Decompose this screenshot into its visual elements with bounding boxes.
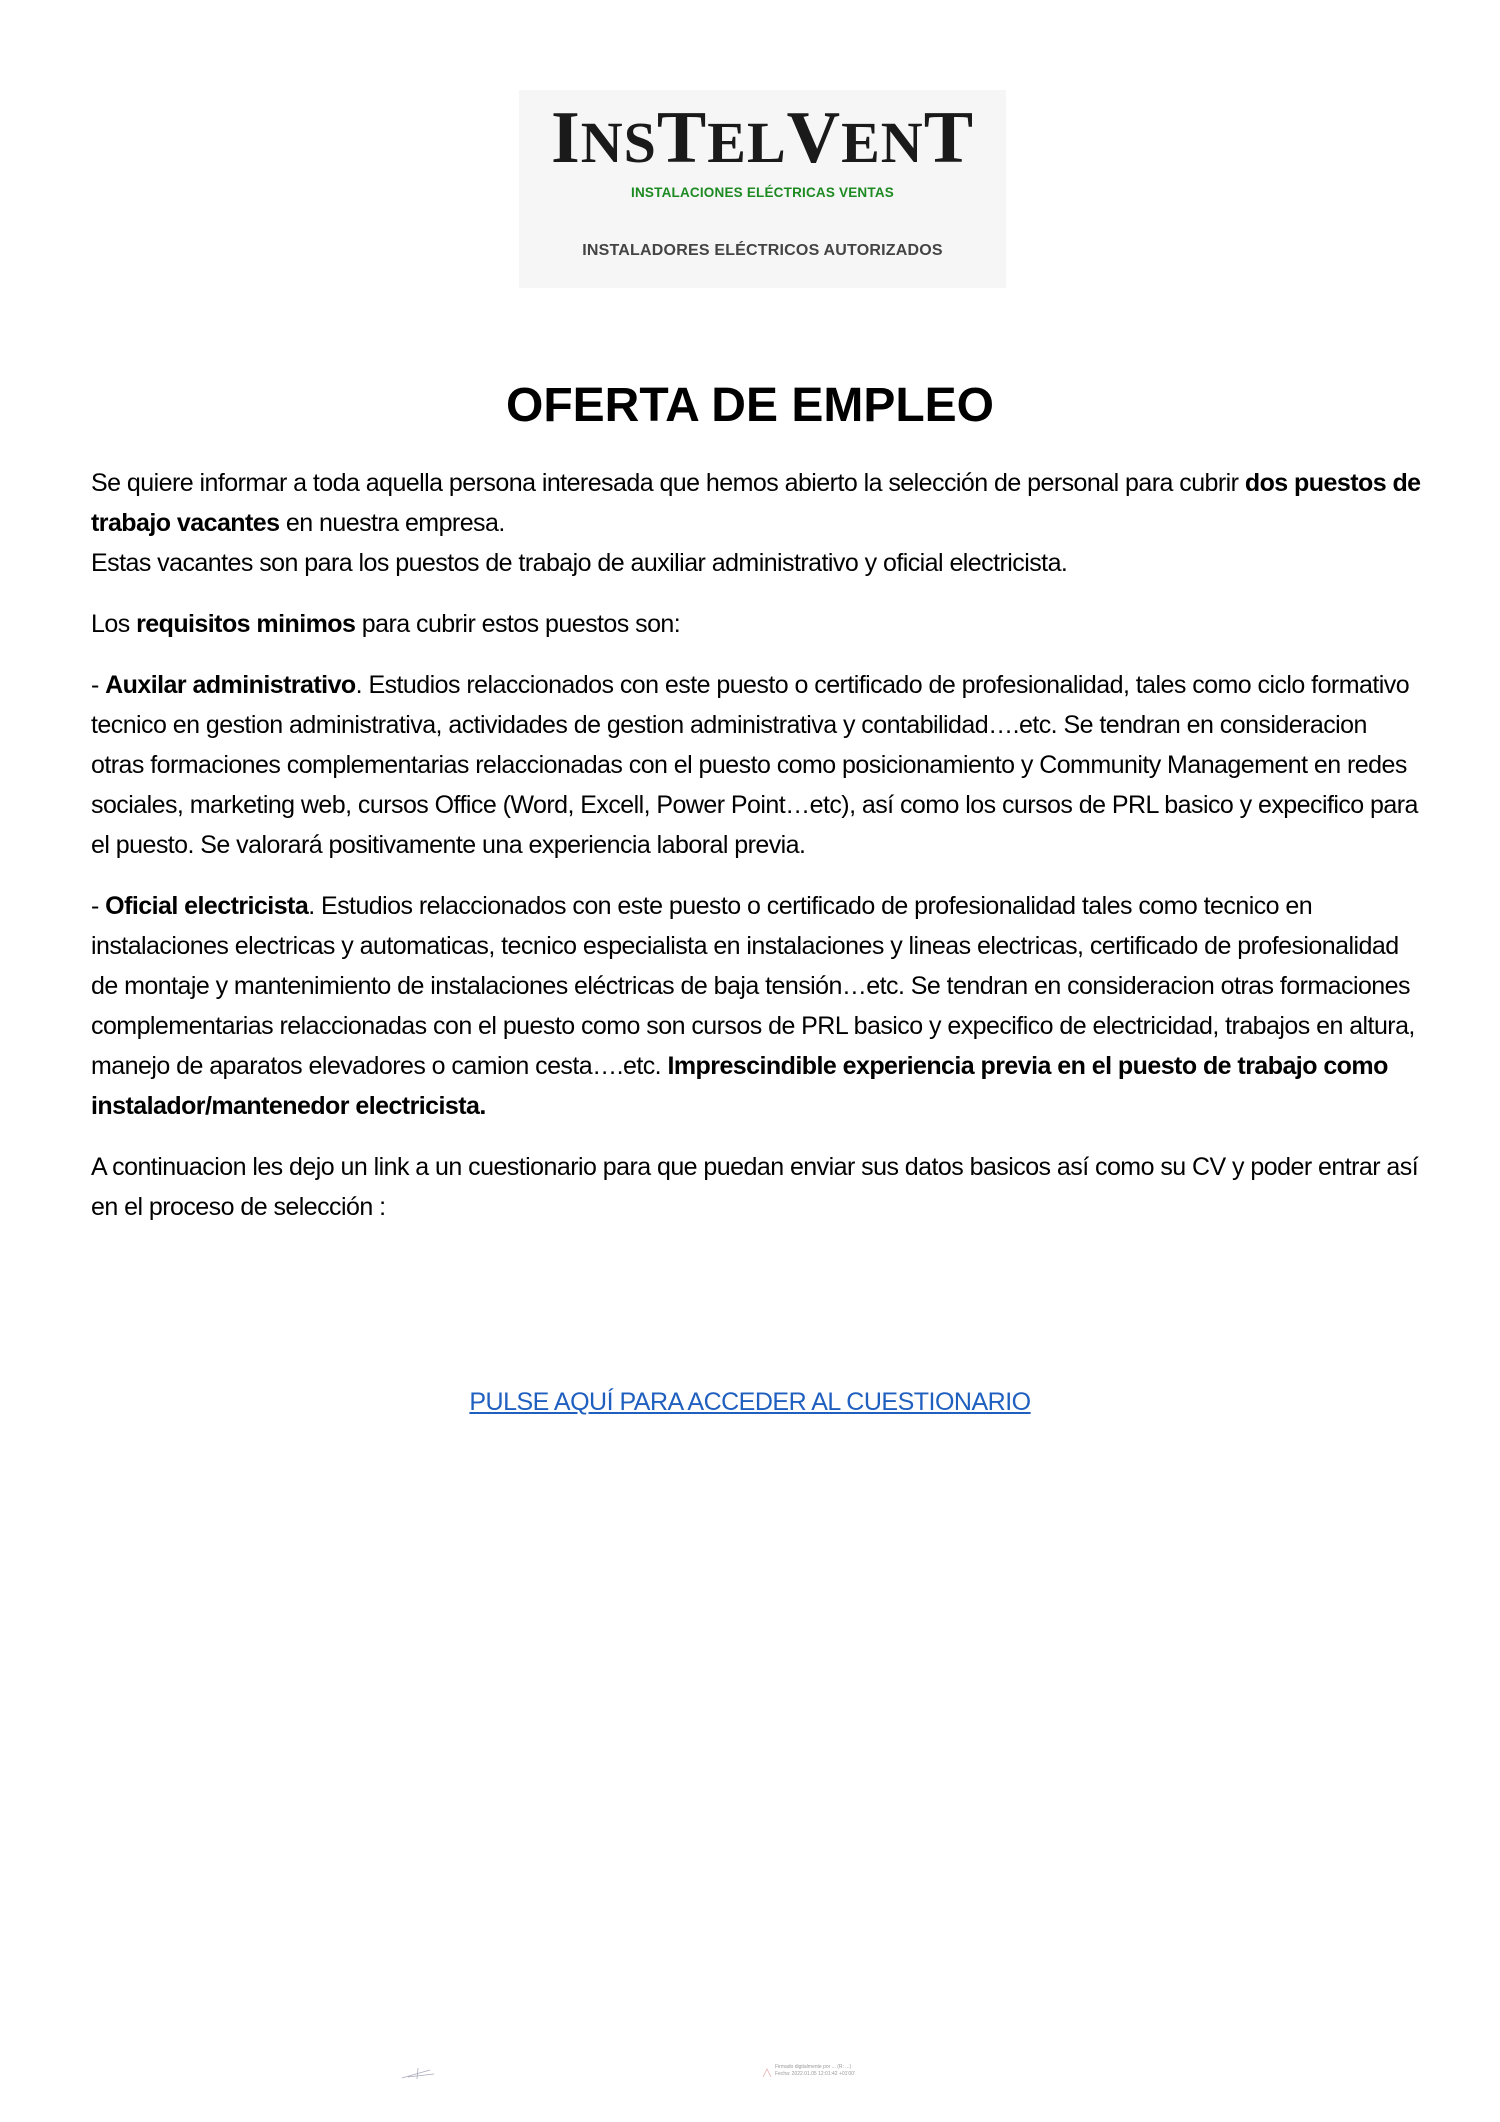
signature-mark-icon: [400, 2066, 436, 2080]
paragraph: [91, 604, 1421, 644]
digital-signature-text: [775, 2064, 855, 2078]
signature-line: Firmado digitalmente por ... (R: ...): [775, 2064, 852, 2070]
text: -: [91, 892, 106, 920]
questionnaire-link-container: [0, 1388, 1500, 1417]
paragraph: [91, 543, 1421, 583]
page-title: OFERTA DE EMPLEO: [505, 379, 994, 432]
bold-text: requisitos minimos: [136, 610, 356, 638]
paragraph: [91, 886, 1421, 1126]
questionnaire-link[interactable]: PULSE AQUÍ PARA ACCEDER AL CUESTIONARIO: [469, 1388, 1031, 1416]
text: en nuestra empresa.: [279, 509, 505, 537]
paragraph: [91, 1147, 1421, 1227]
text: . Estudios relaccionados con este puesto o certificado de profesionalidad tales como tecnico en instalaciones electricas y automaticas, tecnico especialista en instalaciones y lineas electricas, certificado de profesionalidad de montaje y mantenimiento de instalaciones eléctricas de baja tensión…etc. Se tendran en consideracion otras formaciones complementarias relaccionadas con el puesto como son cursos de PRL basico y expecifico de electricidad, trabajos en altura, manejo de aparatos elevadores o camion cesta….etc.: [91, 892, 1415, 1080]
logo-subtitle: INSTALACIONES ELÉCTRICAS VENTAS: [631, 185, 894, 200]
text: Los: [91, 610, 137, 638]
text: -: [91, 671, 106, 699]
logo-name: INSTELVENT: [550, 97, 975, 179]
company-logo: [519, 90, 1006, 288]
logo-tagline: INSTALADORES ELÉCTRICOS AUTORIZADOS: [582, 242, 943, 259]
bold-text: Imprescindible experiencia previa en el puesto de trabajo como instalador/mantenedor electricista.: [91, 1052, 1388, 1120]
signature-date: Fecha: 2022.01.05 12:01:42 +01'00': [775, 2071, 855, 2077]
paragraph: [91, 665, 1421, 865]
text: Estas vacantes son para los puestos de trabajo de auxiliar administrativo y oficial electricista.: [91, 549, 1068, 577]
bold-text: Auxilar administrativo: [105, 671, 356, 699]
text: Se quiere informar a toda aquella persona interesada que hemos abierto la selección de personal para cubrir: [91, 469, 1245, 497]
text: A continuacion les dejo un link a un cuestionario para que puedan enviar sus datos basicos así como su CV y poder entrar así en el proceso de selección :: [91, 1153, 1419, 1221]
text: para cubrir estos puestos son:: [355, 610, 681, 638]
bold-text: Oficial electricista: [105, 892, 309, 920]
text: . Estudios relaccionados con este puesto o certificado de profesionalidad, tales como ciclo formativo tecnico en gestion administrativa, actividades de gestion administrativa y contabilidad….etc. Se tendran en consideracion otras formaciones complementarias relaccionadas con el puesto como posicionamiento y Community Management en redes sociales, marketing web, cursos Office (Word, Excell, Power Point…etc), así como los cursos de PRL basico y expecifico para el puesto. Se valorará positivamente una experiencia laboral previa.: [91, 671, 1418, 859]
digital-signature-icon: [762, 2068, 772, 2078]
paragraph: [91, 463, 1421, 543]
bold-text: dos puestos de trabajo vacantes: [91, 469, 1421, 537]
document-body: [91, 463, 1421, 1248]
